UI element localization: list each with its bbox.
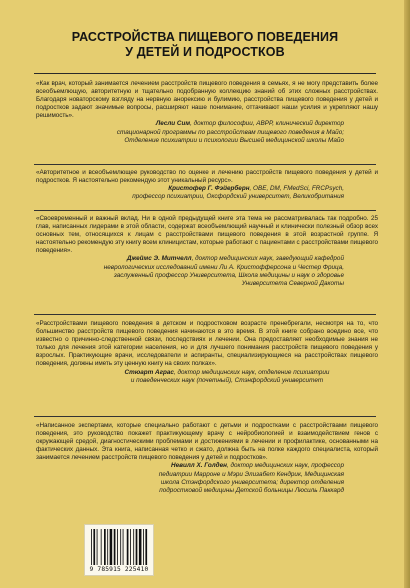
barcode-bar xyxy=(133,529,134,565)
barcode-bar xyxy=(143,529,144,565)
signature-line-3: школа Стэнфордского университета; директор отделения xyxy=(160,478,344,486)
barcode-bar xyxy=(114,529,116,565)
signature-line-4: Университета Северной Дакоты xyxy=(241,279,344,287)
barcode-bar xyxy=(97,529,98,565)
signature-line-2: и поведенческих наук (почетный), Стэнфордский университет xyxy=(130,376,324,384)
signature-line-1: Джеймс Э. Митчелл, доктор медицинских наук, заведующий кафедрой xyxy=(126,255,344,263)
review-signature xyxy=(36,369,378,385)
barcode-bar xyxy=(123,529,124,565)
barcode-bars xyxy=(91,529,149,565)
reviewer-name: Стюарт Аграс xyxy=(124,368,174,376)
barcode-bar xyxy=(145,529,147,565)
isbn-number: 9 785915 225410 xyxy=(89,566,149,573)
signature-line-4: подростковой медицины Детской больницы Люсиль Паккард xyxy=(159,486,344,494)
review-text: «Расстройствами пищевого поведения в детском и подростковом возрасте пренебрегали, несмотря на то, что большинство расстройств пищевого поведения начинаются в это время. В этой книге собрано воедино все, что известно о причинно-следственной связи, последствиях и лечении. Она предоставляет необходимые знания не только для лечения этой категории населения, но и для лучшего понимания расстройств пищевого поведения у взрослых. Практикующие врачи, исследователи и аспиранты, специализирующиеся на расстройствах пищевого поведения, должны иметь эту ценную книгу на своих полках». xyxy=(36,320,378,368)
book-title xyxy=(40,30,370,60)
barcode-bar xyxy=(91,529,92,565)
title-divider xyxy=(34,73,376,74)
barcode-bar xyxy=(101,529,102,565)
section-divider xyxy=(34,314,376,315)
review-quote-2 xyxy=(36,169,378,201)
section-divider xyxy=(34,416,376,417)
review-quote-4 xyxy=(36,320,378,385)
reviewer-name: Невилл Х. Голден xyxy=(171,462,227,470)
isbn-barcode xyxy=(84,524,154,576)
review-text: «Авторитетное и всеобъемлющее руководство по оценке и лечению расстройств пищевого поведения у детей и подростков. Я настоятельно рекомендую этот уникальный ресурс». xyxy=(36,169,378,185)
signature-line-3: заслуженный профессор Университета, Школа медицины и наук о здоровье xyxy=(113,271,344,279)
signature-line-1: Невилл Х. Голден, доктор медицинских наук, профессор xyxy=(171,462,344,470)
section-divider xyxy=(34,164,376,165)
signature-line-1: Лесли Сим, доктор философии, АВРР, клинический директор xyxy=(155,120,344,128)
barcode-bar xyxy=(104,529,106,565)
barcode-bar xyxy=(139,529,142,565)
barcode-bar xyxy=(107,529,108,565)
review-text: «Своевременный и важный вклад. Ни в одной предыдущей книге эта тема не рассматривалась так подробно. 25 глав, написанных лидерами в этой области, содержат всеобъемлющий научный и клинически полезный обзор всех основных тем, относящихся к лицам с расстройствами пищевого поведения в этой возрастной группе. Я настоятельно рекомендую эту книгу всем клиницистам, которые работают с пациентами с расстройствами пищевого поведения». xyxy=(36,215,378,255)
signature-line-2: педиатрии Марроне и Мэри Элизабет Кендрик, Медицинская xyxy=(158,470,344,478)
review-quote-5 xyxy=(36,422,378,495)
review-signature xyxy=(36,120,378,144)
signature-line-2: стационарной программы по расстройствам пищевого поведения в Майо; xyxy=(116,128,344,136)
reviewer-name: Кристофер Г. Фэйерберн xyxy=(168,185,250,193)
signature-line-2: неврологических исследований имени Ли А. Кристофферсона и Честер Фрица, xyxy=(103,263,344,271)
review-quote-1 xyxy=(36,80,378,145)
book-title-line-1: РАССТРОЙСТВА ПИЩЕВОГО ПОВЕДЕНИЯ xyxy=(71,30,339,44)
signature-line-1: Стюарт Аграс, доктор медицинских наук, отделение психиатрии xyxy=(124,368,330,376)
reviewer-name: Лесли Сим xyxy=(155,120,191,128)
barcode-bar xyxy=(93,529,95,565)
signature-line-3: Отделение психиатрии и психологии Высшей медицинской школы Майо xyxy=(124,136,344,144)
signature-line-1: Кристофер Г. Фэйерберн, OBE, DM, FMedSci, FRCPsych, xyxy=(168,185,344,193)
barcode-bar xyxy=(127,529,129,565)
reviewer-name: Джеймс Э. Митчелл xyxy=(126,255,192,263)
barcode-bar xyxy=(130,529,131,565)
barcode-bar xyxy=(110,529,113,565)
review-signature xyxy=(36,255,378,287)
barcode-bar xyxy=(120,529,121,565)
review-quote-3 xyxy=(36,215,378,288)
cover-edge xyxy=(404,0,410,588)
barcode-bar xyxy=(117,529,118,565)
review-signature xyxy=(36,462,378,494)
review-signature xyxy=(36,185,378,201)
signature-line-2: профессор психиатрии, Оксфордский университет, Великобритания xyxy=(132,193,344,201)
section-divider xyxy=(34,210,376,211)
review-text: «Написанное экспертами, которые специально работают с детьми и подростками с расстройствами пищевого поведения, это руководство покажет практикующему врачу с нейробиологией и взаимодействием генов с окружающей средой, диагностическими проблемами и достижениями в лечении и профилактике, основанными на фактических данных. Эта книга, написанная четко и сжато, должна быть на полке каждого специалиста, который занимается лечением расстройств пищевого поведения у детей и подростков». xyxy=(36,422,378,462)
barcode-bar xyxy=(136,529,138,565)
review-text: «Как врач, который занимается лечением расстройств пищевого поведения в семьях, я не могу представить более всеобъемлющую, авторитетную и тщательно подобранную коллекцию знаний об этих сложных расстройствах. Благодаря новаторскому взгляду на нервную анорексию и булимию, расстройства пищевого поведения у детей и подростков задают значимые вопросы, расширяют наше понимание, оттачивают наши усилия и укрепляют нашу решимость». xyxy=(36,80,378,120)
book-title-line-2: У ДЕТЕЙ И ПОДРОСТКОВ xyxy=(125,45,285,59)
